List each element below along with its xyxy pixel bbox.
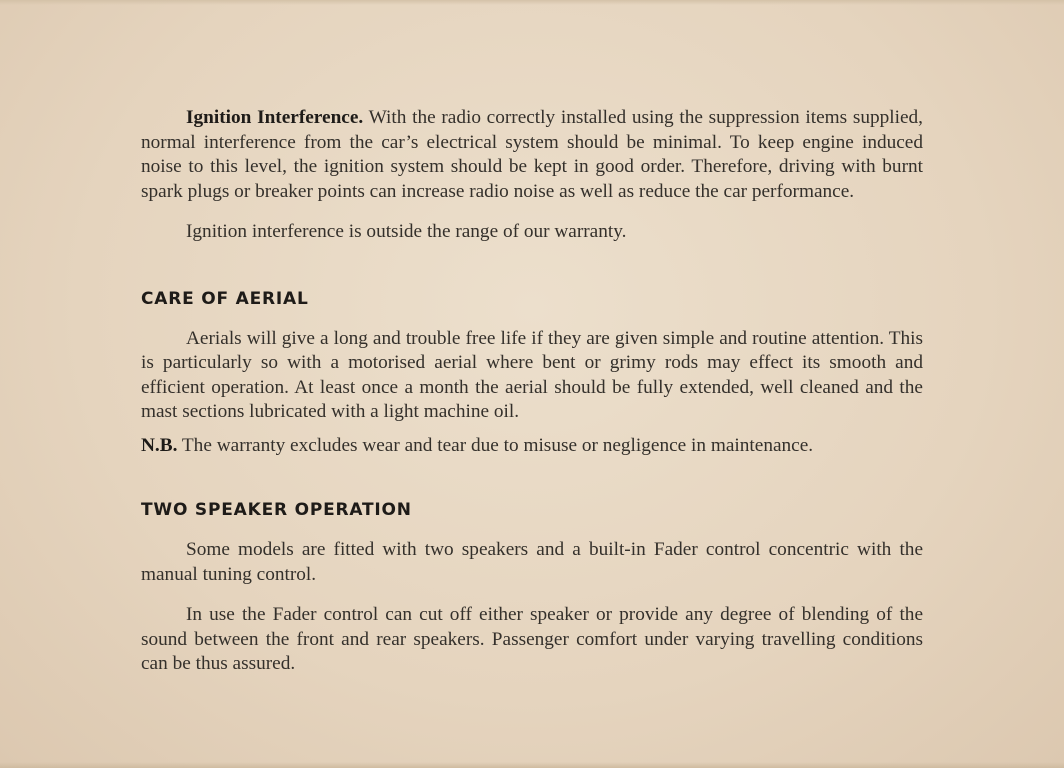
- ignition-paragraph: [141, 106, 923, 204]
- speaker-paragraph-1: Some models are fitted with two speakers and a built-in Fader control concentric with the manual tuning control.: [141, 539, 923, 585]
- ignition-lead: Ignition Interference.: [186, 107, 364, 128]
- nb-lead: N.B.: [141, 434, 178, 456]
- ignition-warranty-note: Ignition interference is outside the range of our warranty.: [186, 221, 627, 242]
- nb-paragraph: [141, 434, 923, 459]
- nb-body: The warranty excludes wear and tear due to misuse or negligence in maintenance.: [177, 434, 814, 456]
- aerial-heading: CARE OF AERIAL: [141, 288, 309, 309]
- speaker-paragraph-2: In use the Fader control can cut off either speaker or provide any degree of blending of the sound between the front and rear speakers. Passenger comfort under varying travelling conditions can be thus assured.: [141, 604, 923, 674]
- page-bottom-edge: [0, 762, 1064, 768]
- page-top-edge: [0, 0, 1064, 5]
- aerial-paragraph: Aerials will give a long and trouble free life if they are given simple and routine attention. This is particularly so with a motorised aerial where bent or grimy rods may effect its smooth and efficient operation. At least once a month the aerial should be fully extended, well cleaned and the mast sections lubricated with a light machine oil.: [141, 327, 923, 422]
- page-content: [141, 106, 923, 677]
- ignition-body: With the radio correctly installed using the suppression items supplied, normal interference from the car’s electrical system should be minimal. To keep engine induced noise to this level, the ignition system should be kept in good order. Therefore, driving with burnt spark plugs or breaker points can increase radio noise as well as reduce the car performance.: [141, 107, 924, 202]
- speaker-heading: TWO SPEAKER OPERATION: [141, 500, 412, 520]
